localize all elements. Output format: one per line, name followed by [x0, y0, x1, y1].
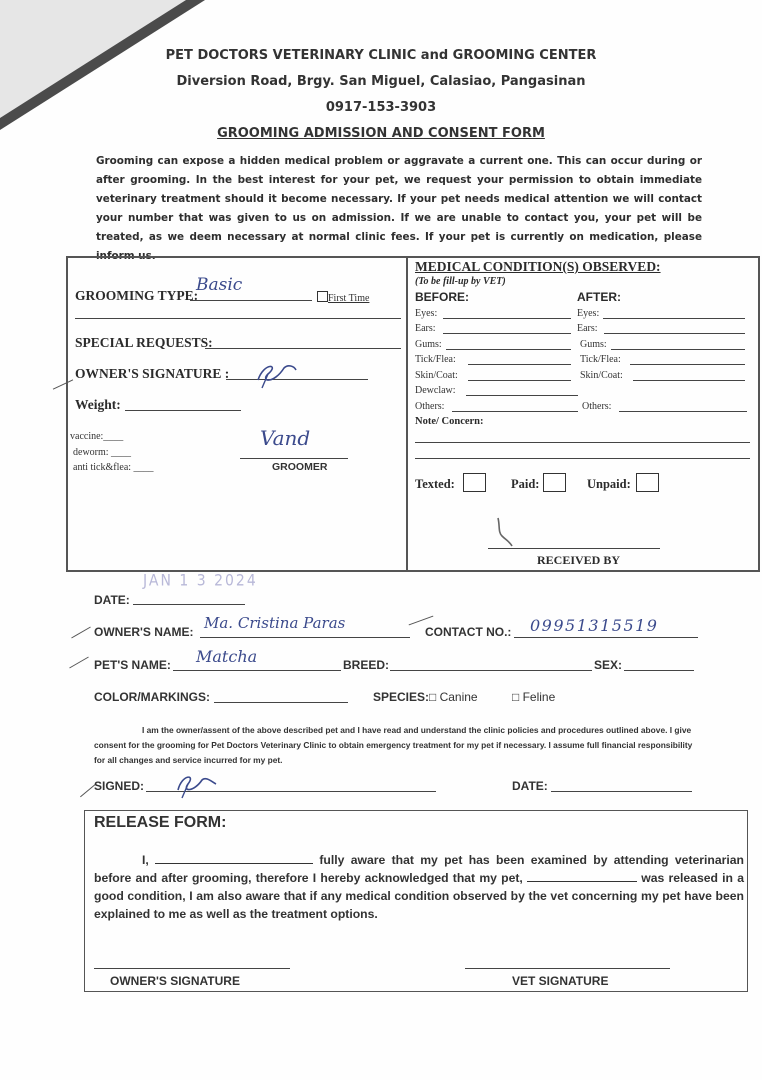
breed-label: BREED:	[343, 658, 390, 672]
note-line-2[interactable]	[415, 458, 750, 459]
first-time-checkbox[interactable]	[317, 291, 328, 302]
before-eyes-label: Eyes:	[415, 308, 438, 319]
texted-checkbox[interactable]	[463, 473, 486, 492]
contact-line[interactable]	[514, 637, 698, 638]
before-ears-line[interactable]	[443, 333, 571, 334]
after-eyes-label: Eyes:	[577, 308, 600, 319]
owner-name-label: OWNER'S NAME:	[94, 625, 194, 639]
after-skincoat-label: Skin/Coat:	[580, 370, 623, 381]
before-others-label: Others:	[415, 401, 445, 412]
check-mark-owner-name	[71, 627, 91, 639]
before-tickflea-label: Tick/Flea:	[415, 354, 456, 365]
weight-label: Weight:	[75, 397, 121, 412]
special-requests-line[interactable]	[205, 348, 401, 349]
after-gums-label: Gums:	[580, 339, 607, 350]
note-concern-label: Note/ Concern:	[415, 416, 484, 427]
before-gums-line[interactable]	[446, 349, 571, 350]
clinic-address: Diversion Road, Brgy. San Miguel, Calasiao, Pangasinan	[176, 74, 586, 89]
medical-title: MEDICAL CONDITION(S) OBSERVED:	[415, 259, 661, 274]
received-by-line[interactable]	[488, 548, 660, 549]
contact-value[interactable]: 09951315519	[530, 616, 659, 635]
release-text-part3: was released in a good condition, I am also aware that if any medical condition observed by the vet concerning my pet have been explained to me as well as the treatment options.	[94, 871, 744, 921]
first-time-label: First Time	[328, 293, 370, 304]
before-others-line[interactable]	[452, 411, 578, 412]
received-by-label: RECEIVED BY	[537, 553, 621, 567]
before-eyes-line[interactable]	[443, 318, 571, 319]
note-line-1[interactable]	[415, 442, 750, 443]
form-title: GROOMING ADMISSION AND CONSENT FORM	[217, 126, 545, 141]
texted-label: Texted:	[415, 477, 455, 491]
after-eyes-line[interactable]	[603, 318, 745, 319]
sex-label: SEX:	[594, 658, 623, 672]
species-canine-option[interactable]: □ Canine	[429, 690, 478, 704]
after-gums-line[interactable]	[611, 349, 745, 350]
release-text-part2: fully aware that my pet has been examined by attending veterinarian before and after grooming, therefore I hereby acknowledged that my pet,	[94, 853, 744, 885]
release-owner-signature-label: OWNER'S SIGNATURE	[110, 974, 240, 988]
pet-name-line[interactable]	[173, 670, 341, 671]
groomer-label: GROOMER	[272, 461, 328, 473]
date-stamp: JAN 1 3 2024	[143, 571, 258, 591]
before-skincoat-line[interactable]	[468, 380, 571, 381]
grooming-type-value[interactable]: Basic	[196, 275, 243, 295]
before-dewclaw-label: Dewclaw:	[415, 385, 456, 396]
date-label: DATE:	[94, 593, 130, 607]
release-owner-name-blank[interactable]	[155, 852, 313, 864]
before-dewclaw-line[interactable]	[466, 395, 578, 396]
check-mark-pet-name	[69, 657, 89, 669]
after-tickflea-line[interactable]	[630, 364, 745, 365]
pet-name-value[interactable]: Matcha	[196, 647, 258, 666]
release-text-part1: I,	[142, 853, 156, 867]
release-paragraph	[94, 851, 744, 923]
owner-name-value[interactable]: Ma. Cristina Paras	[204, 614, 346, 632]
release-vet-signature-label: VET SIGNATURE	[512, 974, 609, 988]
pet-name-label: PET'S NAME:	[94, 658, 171, 672]
consent-paragraph: I am the owner/assent of the above described pet and I have read and understand the clinic policies and procedures outlined above. I give consent for the grooming for Pet Doctors Veterinary Clinic to obtain emergency treatment for my pet if necessary. I assume full financial responsibility for all changes and service incurred for my pet.	[94, 725, 693, 765]
check-mark-contact	[409, 616, 434, 626]
after-others-line[interactable]	[619, 411, 747, 412]
color-markings-label: COLOR/MARKINGS:	[94, 690, 210, 704]
before-ears-label: Ears:	[415, 323, 436, 334]
special-requests-label: SPECIAL REQUESTS:	[75, 335, 213, 350]
owner-signature-label: OWNER'S SIGNATURE :	[75, 366, 230, 381]
before-tickflea-line[interactable]	[468, 364, 571, 365]
received-by-scribble	[492, 514, 518, 550]
after-skincoat-line[interactable]	[633, 380, 745, 381]
groomer-signature: Vand	[260, 426, 311, 450]
release-vet-signature-line[interactable]	[465, 968, 670, 969]
grooming-type-label: GROOMING TYPE:	[75, 288, 199, 303]
contact-label: CONTACT NO.:	[425, 625, 512, 639]
medical-subtitle: (To be fill-up by VET)	[415, 276, 506, 287]
groomer-line[interactable]	[240, 458, 348, 459]
intro-paragraph: Grooming can expose a hidden medical problem or aggravate a current one. This can occur during or after grooming. In the best interest for your pet, we request your permission to obtain immediate veterinary treatment should it become necessary. If your pet needs medical attention we will contact your number that was given to us on admission. If we are unable to contact you, your pet will be treated, as we deem necessary at normal clinic fees. If your pet is currently on medication, please inform us.	[96, 155, 702, 262]
signed-label: SIGNED:	[94, 779, 145, 793]
before-skincoat-label: Skin/Coat:	[415, 370, 458, 381]
signed-date-line[interactable]	[551, 791, 692, 792]
owner-signature-scribble	[250, 358, 300, 390]
weight-line[interactable]	[125, 410, 241, 411]
signed-scribble	[172, 770, 222, 800]
owner-name-line[interactable]	[200, 637, 410, 638]
signed-date-label: DATE:	[512, 779, 548, 793]
anti-tick-label: anti tick&flea: ____	[73, 462, 154, 473]
paid-label: Paid:	[511, 477, 540, 491]
before-gums-label: Gums:	[415, 339, 442, 350]
after-ears-label: Ears:	[577, 323, 598, 334]
after-label: AFTER:	[577, 290, 621, 304]
release-owner-signature-line[interactable]	[94, 968, 290, 969]
column-divider	[406, 258, 408, 570]
clinic-phone: 0917-153-3903	[325, 100, 437, 115]
after-ears-line[interactable]	[604, 333, 745, 334]
color-markings-line[interactable]	[214, 702, 348, 703]
unpaid-label: Unpaid:	[587, 477, 631, 491]
grooming-type-line	[190, 300, 312, 301]
after-tickflea-label: Tick/Flea:	[580, 354, 621, 365]
after-others-label: Others:	[582, 401, 612, 412]
sex-line[interactable]	[624, 670, 694, 671]
unpaid-checkbox[interactable]	[636, 473, 659, 492]
vaccine-label: vaccine:____	[70, 431, 124, 442]
species-label: SPECIES:	[373, 690, 430, 704]
paid-checkbox[interactable]	[543, 473, 566, 492]
release-pet-name-blank[interactable]	[527, 870, 637, 882]
release-form-title: RELEASE FORM:	[94, 814, 227, 831]
species-feline-option[interactable]: □ Feline	[512, 690, 556, 704]
breed-line[interactable]	[390, 670, 592, 671]
before-label: BEFORE:	[415, 290, 469, 304]
grooming-extra-line	[75, 318, 401, 319]
clinic-name: PET DOCTORS VETERINARY CLINIC and GROOMING CENTER	[165, 48, 597, 63]
deworm-label: deworm: ____	[73, 447, 132, 458]
date-line[interactable]	[133, 604, 245, 605]
